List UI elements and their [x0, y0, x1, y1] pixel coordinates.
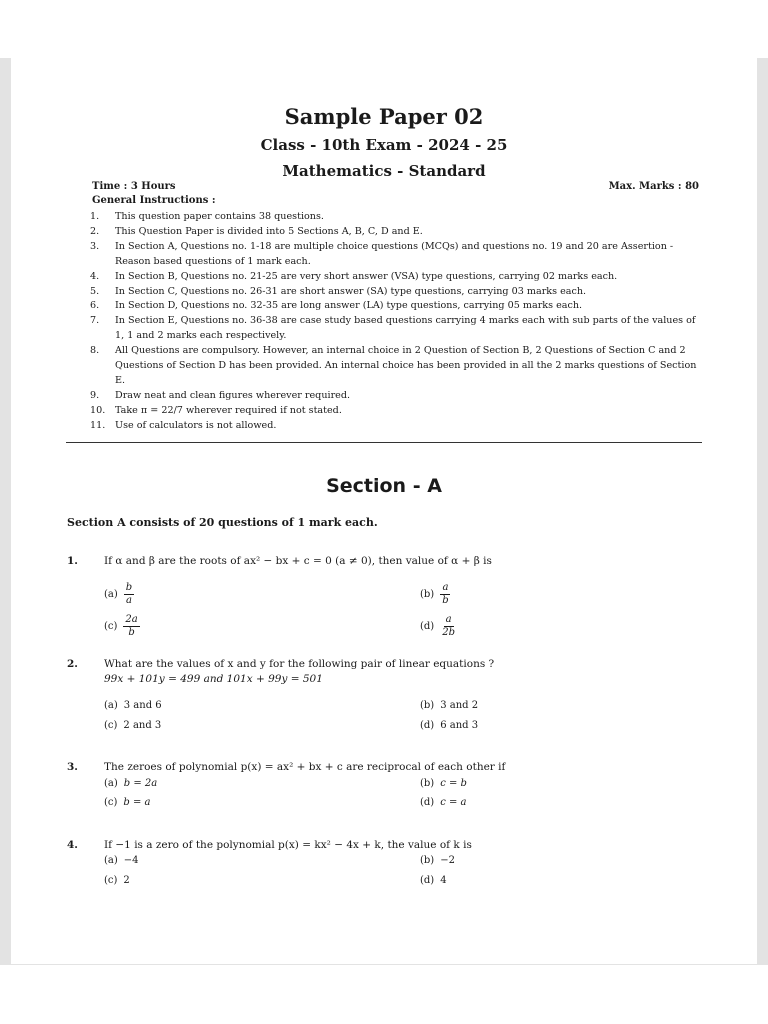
option-a: (a) −4 — [104, 855, 139, 866]
document-page — [11, 58, 757, 964]
option-b: (b) −2 — [420, 855, 455, 866]
question-number: 3. — [67, 761, 78, 773]
subject-line: Mathematics - Standard — [282, 162, 486, 180]
instruction-item: 5. In Section C, Questions no. 26-31 are short answer (SA) type questions, carrying 03 marks each. — [90, 285, 587, 297]
fraction: $\frac{b}{a}$ — [125, 582, 133, 606]
instruction-item: 2. This Question Paper is divided into 5 Sections A, B, C, D and E. — [90, 225, 423, 237]
top-margin — [0, 0, 768, 60]
max-marks-label: Max. Marks : 80 — [608, 181, 699, 192]
bottom-margin — [0, 965, 768, 1024]
instruction-item: 9. Draw neat and clean figures wherever required. — [90, 389, 351, 401]
question-text: If −1 is a zero of the polynomial p(x) = kx² − 4x + k, the value of k is — [104, 839, 472, 851]
question-text: What are the values of x and y for the following pair of linear equations ? — [104, 658, 495, 670]
section-intro: Section A consists of 20 questions of 1 mark each. — [67, 516, 378, 529]
option-b: (b) c = b — [420, 778, 467, 789]
question-number: 1. — [67, 555, 78, 567]
question-number: 4. — [67, 839, 78, 851]
question-number: 2. — [67, 658, 78, 670]
divider-rule — [66, 442, 702, 443]
option-c: (c) 2 — [104, 875, 130, 886]
question-text: If α and β are the roots of ax² − bx + c = 0 (a ≠ 0), then value of α + β is — [104, 555, 492, 567]
right-viewer-edge — [757, 58, 768, 964]
option-a: (a) 3 and 6 — [104, 700, 162, 711]
option-b: (b) $\frac{a}{b}$ — [420, 582, 449, 606]
class-exam-line: Class - 10th Exam - 2024 - 25 — [260, 136, 508, 154]
instruction-item: 7. In Section E, Questions no. 36-38 are case study based questions carrying 4 marks each with sub parts of the values of 1, 1 and 2 marks each respectively. — [90, 315, 696, 342]
option-c: (c) 2 and 3 — [104, 720, 162, 731]
instruction-item: 11. Use of calculators is not allowed. — [90, 419, 277, 431]
instruction-item: 6. In Section D, Questions no. 32-35 are long answer (LA) type questions, carrying 05 marks each. — [90, 300, 583, 312]
section-title: Section - A — [326, 475, 442, 497]
option-b: (b) 3 and 2 — [420, 700, 479, 711]
option-c: (c) b = a — [104, 797, 151, 808]
time-label: Time : 3 Hours — [92, 181, 176, 192]
option-a: (a) b = 2a — [104, 778, 158, 789]
option-d: (d) 6 and 3 — [420, 720, 479, 731]
fraction: $\frac{a}{2b}$ — [442, 614, 455, 638]
instructions-heading: General Instructions : — [92, 195, 216, 206]
question-equations: 99x + 101y = 499 and 101x + 99y = 501 — [104, 673, 323, 685]
option-a: (a) $\frac{b}{a}$ — [104, 582, 133, 606]
left-viewer-edge — [0, 58, 11, 964]
option-c: (c) $\frac{2a}{b}$ — [104, 614, 138, 638]
page-content — [11, 58, 757, 964]
option-d: (d) 4 — [420, 875, 447, 886]
instruction-item: 4. In Section B, Questions no. 21-25 are very short answer (VSA) type questions, carrying 02 marks each. — [90, 270, 618, 282]
question-text: The zeroes of polynomial p(x) = ax² + bx + c are reciprocal of each other if — [104, 761, 506, 773]
instructions-list — [90, 210, 704, 434]
instruction-item: 3. In Section A, Questions no. 1-18 are multiple choice questions (MCQs) and questions no. 19 and 20 are Assertion - Reason based questions of 1 mark each. — [90, 240, 674, 267]
instruction-item: 8. All Questions are compulsory. However, an internal choice in 2 Question of Section B, 2 Questions of Section C and 2 Questions of Section D has been provided. An internal choice has been provided in all the 2 marks questions of Section E. — [90, 345, 697, 386]
fraction: $\frac{a}{b}$ — [442, 582, 449, 606]
fraction: $\frac{2a}{b}$ — [125, 614, 138, 638]
instruction-item: 1. This question paper contains 38 questions. — [90, 211, 324, 222]
option-d: (d) $\frac{a}{2b}$ — [420, 614, 455, 638]
instruction-item: 10. Take π = 22/7 wherever required if not stated. — [90, 404, 342, 416]
paper-title: Sample Paper 02 — [284, 104, 484, 129]
option-d: (d) c = a — [420, 797, 467, 808]
